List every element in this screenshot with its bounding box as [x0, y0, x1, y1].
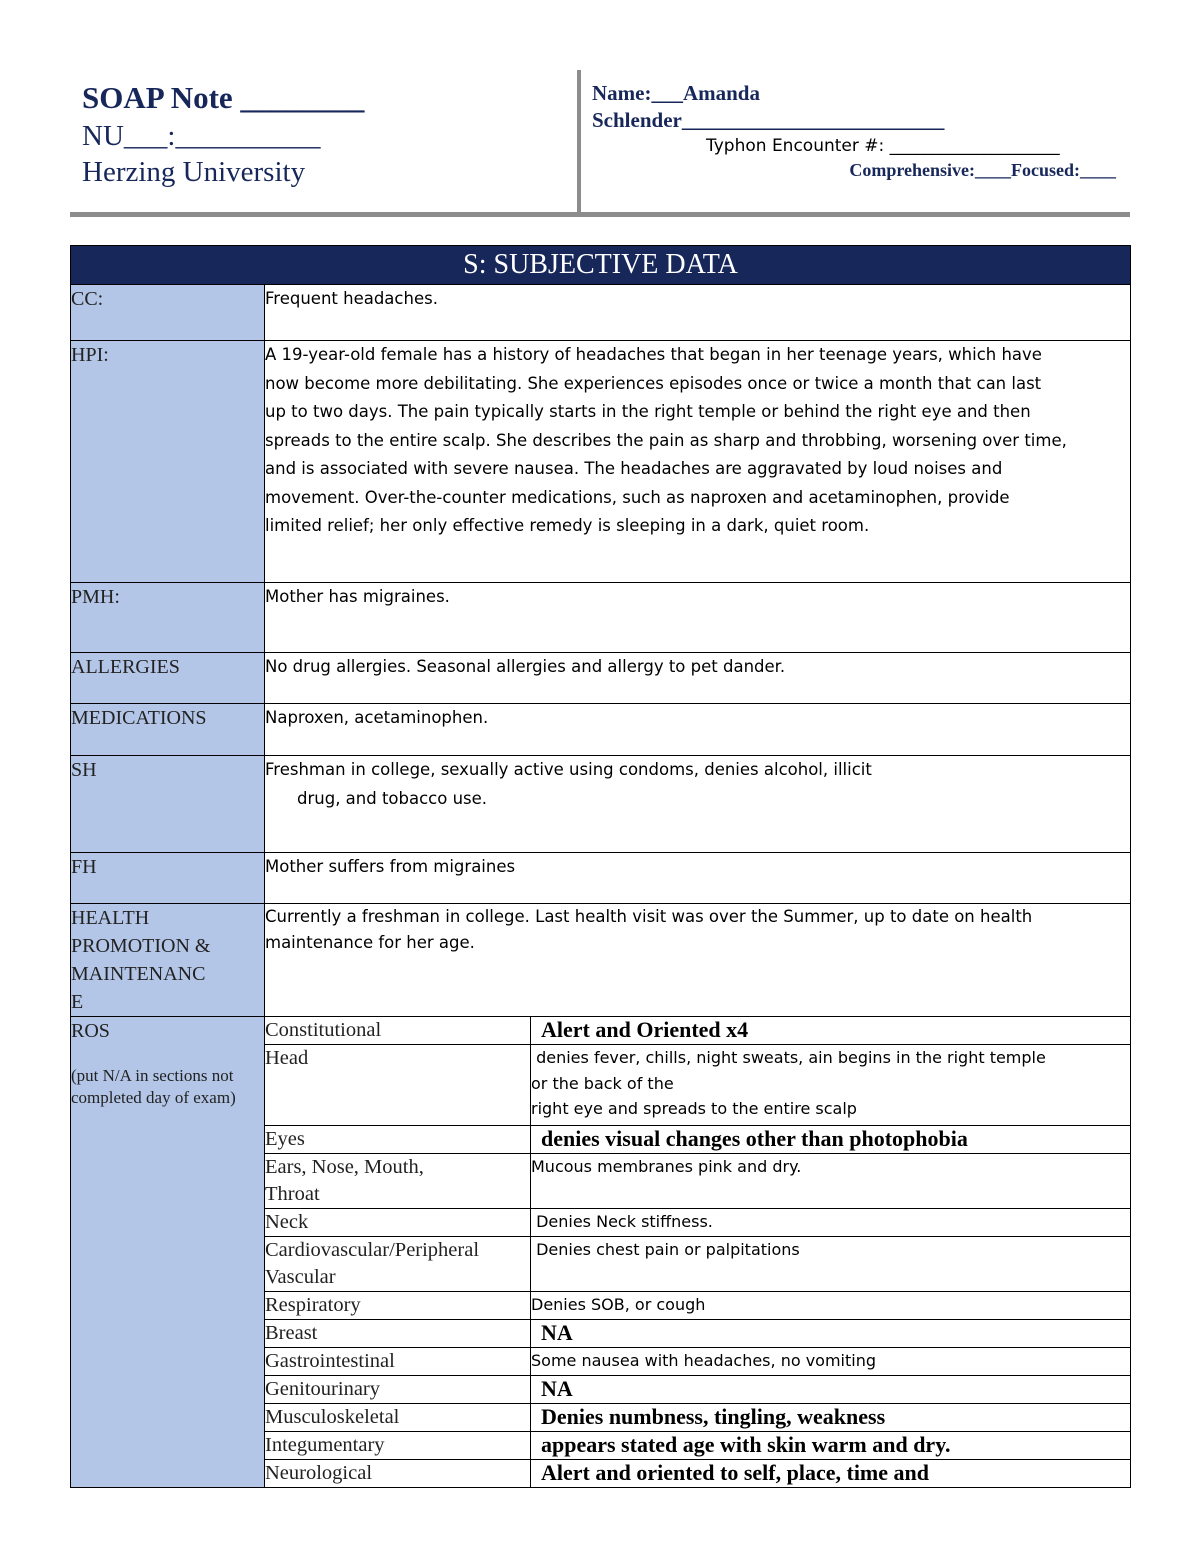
- ros-finding: Denies chest pain or palpitations: [531, 1237, 1131, 1292]
- ros-finding: [531, 1045, 1131, 1126]
- ros-system: Integumentary: [265, 1432, 531, 1460]
- hpi-line: spreads to the entire scalp. She describes the pain as sharp and throbbing, worsening over time,: [265, 430, 1067, 450]
- nu-course-line: NU___:__________: [82, 120, 321, 152]
- ros-finding: Alert and Oriented x4: [531, 1017, 1131, 1045]
- system-line: Cardiovascular/Peripheral: [265, 1239, 480, 1261]
- system-line: Throat: [265, 1183, 320, 1205]
- ros-system: Gastrointestinal: [265, 1348, 531, 1376]
- comprehensive-focused: Comprehensive:____Focused:____: [849, 160, 1116, 180]
- ros-system: Neck: [265, 1209, 531, 1237]
- ros-finding: NA: [531, 1320, 1131, 1348]
- ros-label-cell: [71, 1017, 265, 1488]
- ros-finding: Denies SOB, or cough: [531, 1292, 1131, 1320]
- fh-row: [71, 853, 1131, 904]
- sh-line: drug, and tobacco use.: [297, 788, 488, 808]
- hpi-value: [265, 341, 1131, 583]
- ros-finding: appears stated age with skin warm and dry.: [531, 1432, 1131, 1460]
- cc-row: [71, 285, 1131, 341]
- ros-system: Breast: [265, 1320, 531, 1348]
- value-line: maintenance for her age.: [265, 933, 475, 952]
- ros-finding: Alert and oriented to self, place, time and: [531, 1460, 1131, 1488]
- ros-note: (put N/A in sections not completed day of exam): [71, 1066, 236, 1107]
- cc-label: CC:: [71, 285, 265, 341]
- ros-finding: Denies Neck stiffness.: [531, 1209, 1131, 1237]
- ros-system: Genitourinary: [265, 1376, 531, 1404]
- label-line: E: [71, 991, 84, 1013]
- health-promotion-label: [71, 904, 265, 1017]
- hpi-line: up to two days. The pain typically starts in the right temple or behind the right eye and then: [265, 402, 1031, 421]
- label-line: MAINTENANC: [71, 963, 206, 985]
- sh-row: [71, 756, 1131, 853]
- ros-system: [265, 1237, 531, 1292]
- cc-value: Frequent headaches.: [265, 285, 1131, 341]
- typhon-encounter: Typhon Encounter #: ____________________: [706, 136, 1060, 156]
- hpi-line: now become more debilitating. She experiences episodes once or twice a month that can last: [265, 373, 1042, 393]
- system-line: Vascular: [265, 1266, 336, 1288]
- pmh-value: Mother has migraines.: [265, 583, 1131, 653]
- sh-line: Freshman in college, sexually active using condoms, denies alcohol, illicit: [265, 760, 872, 779]
- student-name-line2: Schlender_________________________: [592, 108, 945, 132]
- medications-value: Naproxen, acetaminophen.: [265, 704, 1131, 756]
- ros-finding: Mucous membranes pink and dry.: [531, 1154, 1131, 1209]
- sh-label: SH: [71, 756, 265, 853]
- section-header-row: [71, 246, 1131, 285]
- allergies-row: [71, 653, 1131, 704]
- hpi-line: and is associated with severe nausea. The headaches are aggravated by loud noises and: [265, 459, 1003, 478]
- subjective-data-table: [70, 245, 1131, 1488]
- university-name: Herzing University: [82, 156, 306, 188]
- ros-system: Neurological: [265, 1460, 531, 1488]
- finding-line: or the back of the: [531, 1073, 674, 1093]
- label-line: HEALTH: [71, 907, 150, 929]
- ros-label: ROS: [71, 1020, 110, 1042]
- label-line: PROMOTION &: [71, 935, 211, 957]
- finding-line: right eye and spreads to the entire scalp: [531, 1099, 857, 1118]
- ros-finding: denies visual changes other than photophobia: [531, 1126, 1131, 1154]
- hpi-label: HPI:: [71, 341, 265, 583]
- header-left: [82, 78, 364, 190]
- hpi-line: limited relief; her only effective remedy is sleeping in a dark, quiet room.: [265, 516, 870, 535]
- ros-system: Eyes: [265, 1126, 531, 1154]
- section-title: S: SUBJECTIVE DATA: [71, 246, 1131, 285]
- allergies-value: No drug allergies. Seasonal allergies and allergy to pet dander.: [265, 653, 1131, 704]
- pmh-label: PMH:: [71, 583, 265, 653]
- document-title: SOAP Note ________: [82, 80, 365, 115]
- header-divider-horizontal: [70, 212, 1130, 217]
- fh-value: Mother suffers from migraines: [265, 853, 1131, 904]
- allergies-label: ALLERGIES: [71, 653, 265, 704]
- hpi-row: [71, 341, 1131, 583]
- header-right: [592, 80, 1122, 180]
- hpi-line: A 19-year-old female has a history of headaches that began in her teenage years, which have: [265, 345, 1042, 364]
- ros-system: Head: [265, 1045, 531, 1126]
- ros-row: [71, 1017, 1131, 1045]
- ros-system: Constitutional: [265, 1017, 531, 1045]
- header-divider-vertical: [577, 70, 581, 215]
- ros-system: Musculoskeletal: [265, 1404, 531, 1432]
- hpi-line: movement. Over-the-counter medications, such as naproxen and acetaminophen, provide: [265, 487, 1010, 507]
- ros-finding: Denies numbness, tingling, weakness: [531, 1404, 1131, 1432]
- value-line: Currently a freshman in college. Last health visit was over the Summer, up to date on health: [265, 907, 1033, 926]
- ros-system: Respiratory: [265, 1292, 531, 1320]
- ros-finding: NA: [531, 1376, 1131, 1404]
- student-name-line1: Name:___Amanda: [592, 81, 760, 105]
- ros-finding: Some nausea with headaches, no vomiting: [531, 1348, 1131, 1376]
- fh-label: FH: [71, 853, 265, 904]
- ros-system: [265, 1154, 531, 1209]
- health-promotion-value: [265, 904, 1131, 1017]
- medications-row: [71, 704, 1131, 756]
- medications-label: MEDICATIONS: [71, 704, 265, 756]
- system-line: Ears, Nose, Mouth,: [265, 1156, 424, 1178]
- pmh-row: [71, 583, 1131, 653]
- finding-line: denies fever, chills, night sweats, ain begins in the right temple: [531, 1048, 1046, 1067]
- sh-value: [265, 756, 1131, 853]
- health-promotion-row: [71, 904, 1131, 1017]
